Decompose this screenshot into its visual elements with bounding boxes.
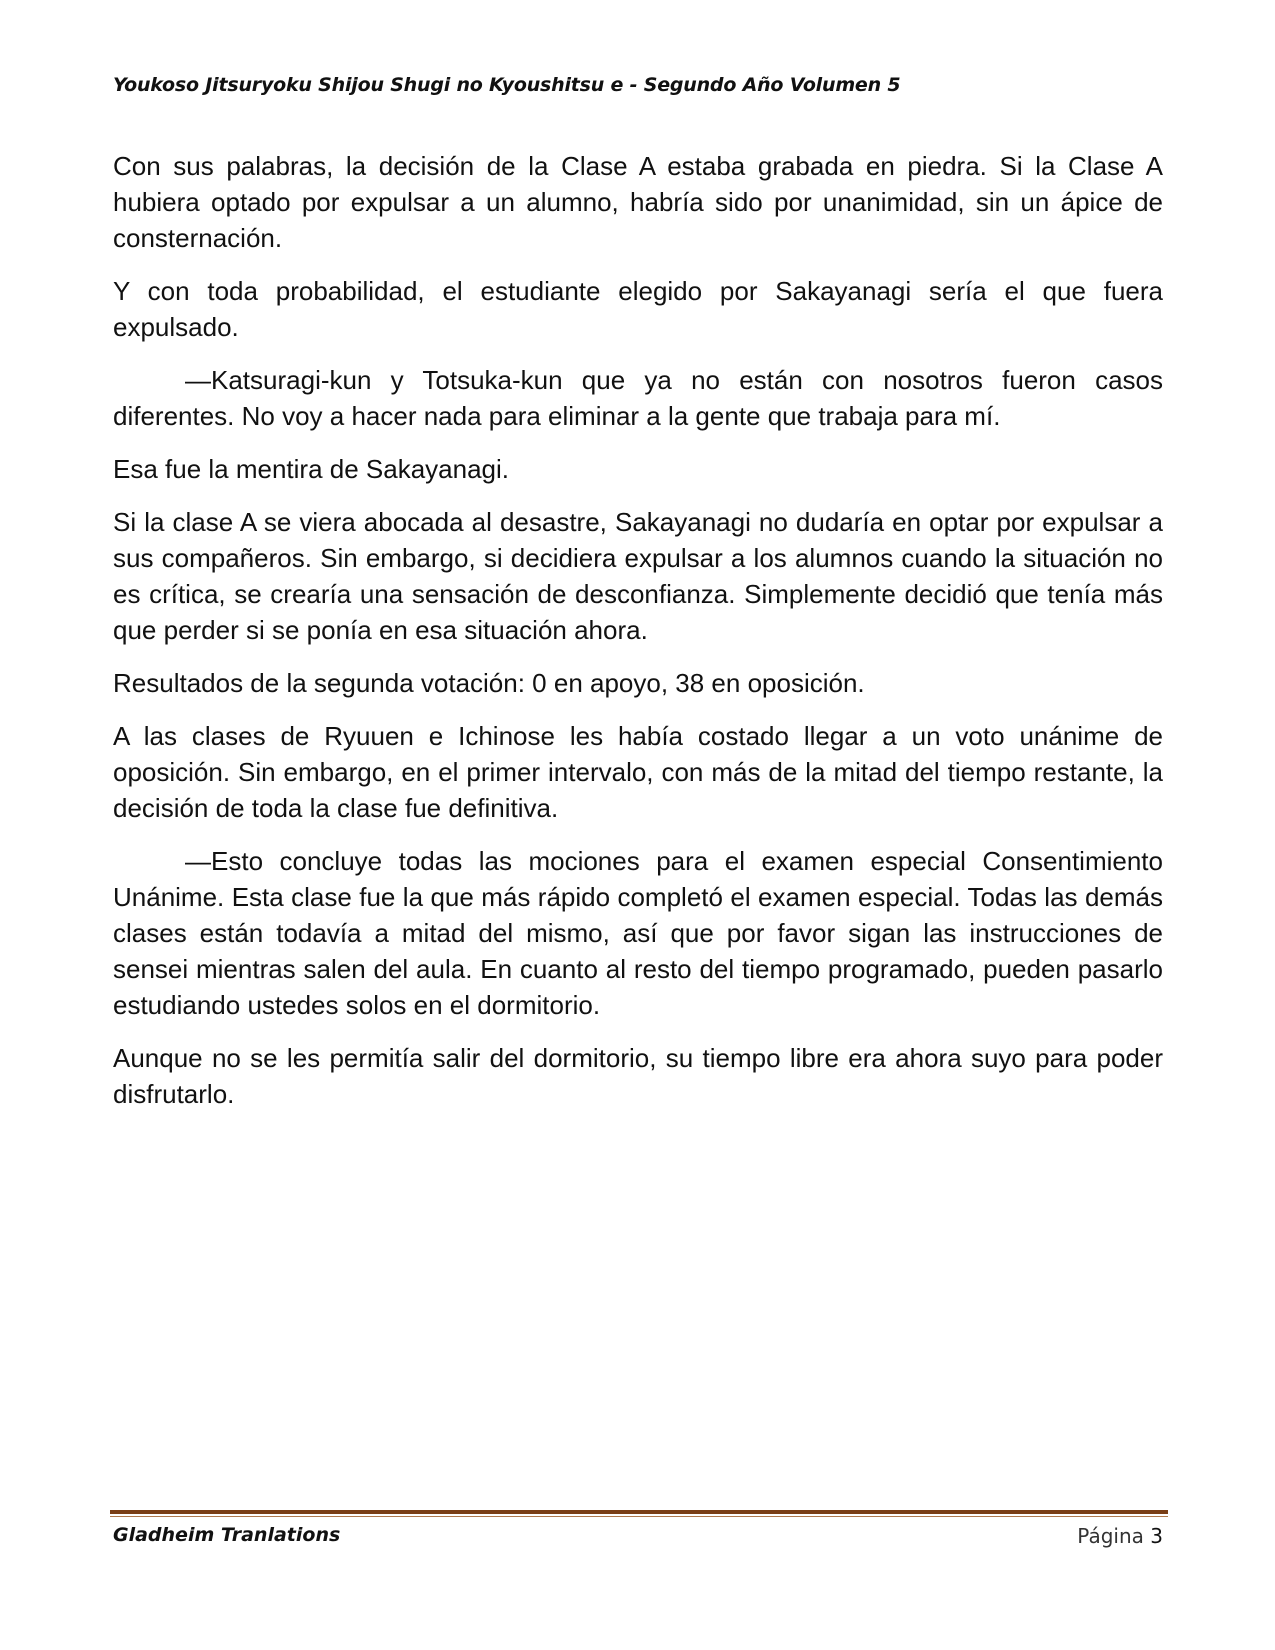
running-header: Youkoso Jitsuryoku Shijou Shugi no Kyoushitsu e - Segundo Año Volumen 5 [113,74,901,96]
footer-divider-thin-line [110,1516,1168,1517]
page-label: Página [1077,1524,1144,1548]
page-number-value: 3 [1150,1524,1163,1548]
paragraph-5: Si la clase A se viera abocada al desastre, Sakayanagi no dudaría en optar por expulsar a sus compañeros. Sin embargo, si decidiera expulsar a los alumnos cuando la situación no es crítica, se crearía una sensación de desconfianza. Simplemente decidió que tenía más que perder si se ponía en esa situación ahora. [113,507,1163,645]
paragraph-2: Y con toda probabilidad, el estudiante elegido por Sakayanagi sería el que fuera expulsado. [113,276,1163,342]
paragraph-8-dialogue: —Esto concluye todas las mociones para el examen especial Consentimiento Unánime. Esta clase fue la que más rápido completó el examen especial. Todas las demás clases están todavía a mitad del mismo, así que por favor sigan las instrucciones de sensei mientras salen del aula. En cuanto al resto del tiempo programado, pueden pasarlo estudiando ustedes solos en el dormitorio. [113,846,1163,1020]
paragraph-9: Aunque no se les permitía salir del dormitorio, su tiempo libre era ahora suyo para poder disfrutarlo. [113,1043,1163,1109]
footer-divider [110,1510,1168,1517]
paragraph-3-dialogue: —Katsuragi-kun y Totsuka-kun que ya no están con nosotros fueron casos diferentes. No voy a hacer nada para eliminar a la gente que trabaja para mí. [113,365,1163,431]
paragraph-7: A las clases de Ryuuen e Ichinose les había costado llegar a un voto unánime de oposición. Sin embargo, en el primer intervalo, con más de la mitad del tiempo restante, la decisión de toda la clase fue definitiva. [113,721,1163,823]
paragraph-6: Resultados de la segunda votación: 0 en apoyo, 38 en oposición. [113,668,865,698]
page-number [1077,1524,1163,1548]
footer-translator: Gladheim Tranlations [113,1524,341,1546]
page-body [113,148,1163,1129]
footer-divider-thick-line [110,1510,1168,1514]
paragraph-4: Esa fue la mentira de Sakayanagi. [113,454,510,484]
paragraph-1: Con sus palabras, la decisión de la Clase A estaba grabada en piedra. Si la Clase A hubiera optado por expulsar a un alumno, habría sido por unanimidad, sin un ápice de consternación. [113,151,1163,253]
